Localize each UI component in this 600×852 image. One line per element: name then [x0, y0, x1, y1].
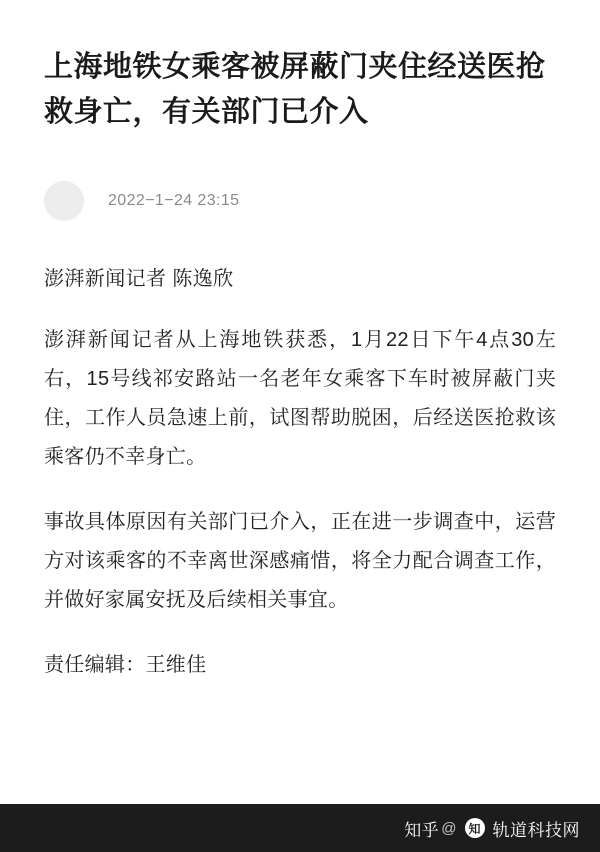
account-name: 轨道科技网: [492, 820, 580, 840]
article-meta: [44, 179, 556, 223]
byline: 澎湃新闻记者 陈逸欣: [44, 268, 234, 291]
page-title: 上海地铁女乘客被屏蔽门夹住经送医抢救身亡，有关部门已介入: [44, 51, 546, 129]
responsible-editor: 责任编辑：王维佳: [44, 654, 207, 677]
avatar: [44, 181, 84, 221]
zhihu-logo-icon: 知: [465, 818, 485, 838]
platform-name: 知乎: [404, 820, 440, 840]
article-paragraph: 澎湃新闻记者从上海地铁获悉，1月22日下午4点30左右，15号线祁安路站一名老年女乘客下车时被屏蔽门夹住，工作人员急速上前，试图帮助脱困，后经送医抢救该乘客仍不幸身亡。: [44, 329, 556, 469]
watermark-bar: [0, 804, 600, 852]
article-paragraph: 事故具体原因有关部门已介入，正在进一步调查中，运营方对该乘客的不幸离世深感痛惜，将全力配合调查工作，并做好家属安抚及后续相关事宜。: [44, 511, 556, 612]
publish-timestamp: 2022−1−24 23:15: [108, 192, 240, 210]
article-page: [0, 19, 600, 852]
at-separator: @: [441, 819, 457, 837]
